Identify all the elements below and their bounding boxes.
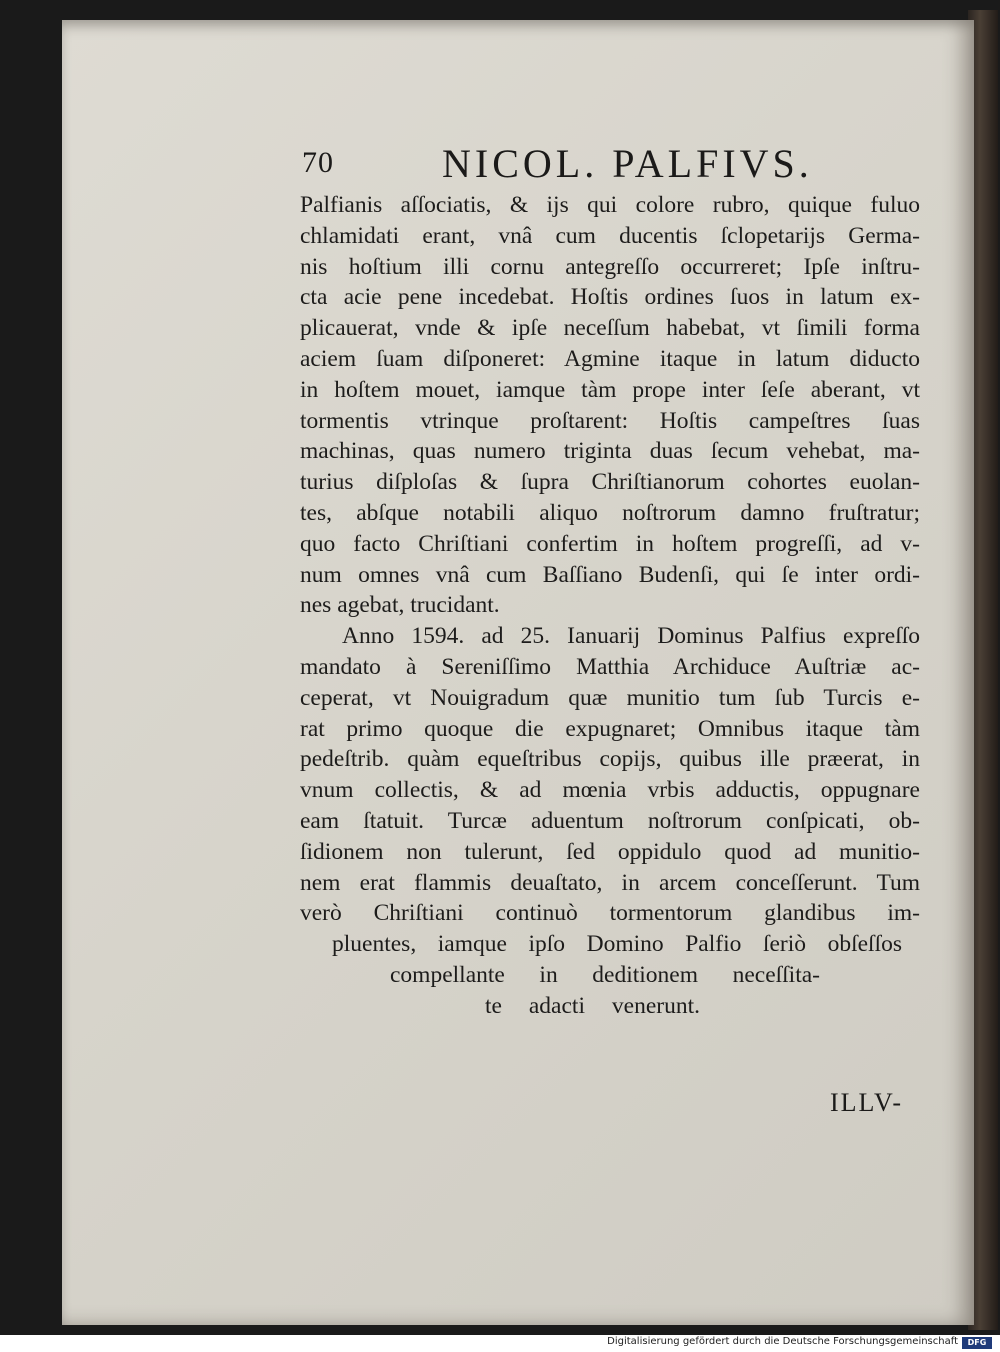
text-line: te adacti venerunt. bbox=[485, 992, 700, 1019]
dfg-logo-icon: DFG bbox=[962, 1337, 992, 1349]
text-line: mandato à Sereniſſimo Matthia Archiduce Auſtriæ ac- bbox=[300, 653, 920, 680]
text-line: vnum collectis, & ad mœnia vrbis adductis, oppugnare bbox=[300, 777, 920, 804]
text-line: machinas, quas numero triginta duas ſecum vehebat, ma- bbox=[300, 438, 920, 465]
digitization-credit: Digitalisierung gefördert durch die Deutsche Forschungsgemeinschaft bbox=[607, 1336, 958, 1347]
text-line: pluentes, iamque ipſo Domino Palfio ſeriò obſeſſos bbox=[332, 931, 902, 958]
text-line: eam ſtatuit. Turcæ aduentum noſtrorum conſpicati, ob- bbox=[300, 807, 920, 834]
text-line: aciem ſuam diſponeret: Agmine itaque in latum diducto bbox=[300, 345, 920, 372]
text-line: Anno 1594. ad 25. Ianuarij Dominus Palfius expreſſo bbox=[342, 623, 920, 650]
text-line: turius diſploſas & ſupra Chriſtianorum cohortes euolan- bbox=[300, 469, 920, 496]
page-number: 70 bbox=[302, 146, 334, 179]
text-line: rat primo quoque die expugnaret; Omnibus itaque tàm bbox=[300, 715, 920, 742]
text-line: cta acie pene incedebat. Hoſtis ordines ſuos in latum ex- bbox=[300, 284, 920, 311]
text-line: plicauerat, vnde & ipſe neceſſum habebat, vt ſimili forma bbox=[300, 315, 920, 342]
text-line: compellante in deditionem neceſſita- bbox=[390, 961, 820, 988]
text-line: tormentis vtrinque proſtarent: Hoſtis campeſtres ſuas bbox=[300, 407, 920, 434]
running-title: NICOL. PALFIVS. bbox=[442, 141, 813, 186]
text-line: pedeſtrib. quàm equeſtribus copijs, quibus ille præerat, in bbox=[300, 746, 920, 773]
text-line: in hoſtem mouet, iamque tàm prope inter ſeſe aberant, vt bbox=[300, 376, 920, 403]
text-line: tes, abſque notabili aliquo noſtrorum damno fruſtratur; bbox=[300, 499, 920, 526]
text-line: nis hoſtium illi cornu antegreſſo occurreret; Ipſe inſtru- bbox=[300, 253, 920, 280]
text-line: Palfianis aſſociatis, & ijs qui colore rubro, quique fuluo bbox=[300, 192, 920, 218]
text-line: chlamidati erant, vnâ cum ducentis ſclopetarijs Germa- bbox=[300, 222, 920, 249]
text-line: nes agebat, trucidant. bbox=[300, 592, 500, 619]
page-header bbox=[302, 140, 922, 190]
text-line: ſidionem non tulerunt, ſed oppidulo quod ad munitio- bbox=[300, 838, 920, 865]
text-line: ceperat, vt Nouigradum quæ munitio tum ſub Turcis e- bbox=[300, 684, 920, 711]
body-text bbox=[300, 190, 920, 1022]
text-line: quo facto Chriſtiani confertim in hoſtem progreſſi, ad v- bbox=[300, 530, 920, 557]
text-line: verò Chriſtiani continuò tormentorum glandibus im- bbox=[300, 900, 920, 927]
text-line: nem erat flammis deuaſtato, in arcem conceſſerunt. Tum bbox=[300, 869, 920, 896]
catchword: ILLV- bbox=[830, 1088, 904, 1117]
text-line: num omnes vnâ cum Baſſiano Budenſi, qui ſe inter ordi- bbox=[300, 561, 920, 588]
